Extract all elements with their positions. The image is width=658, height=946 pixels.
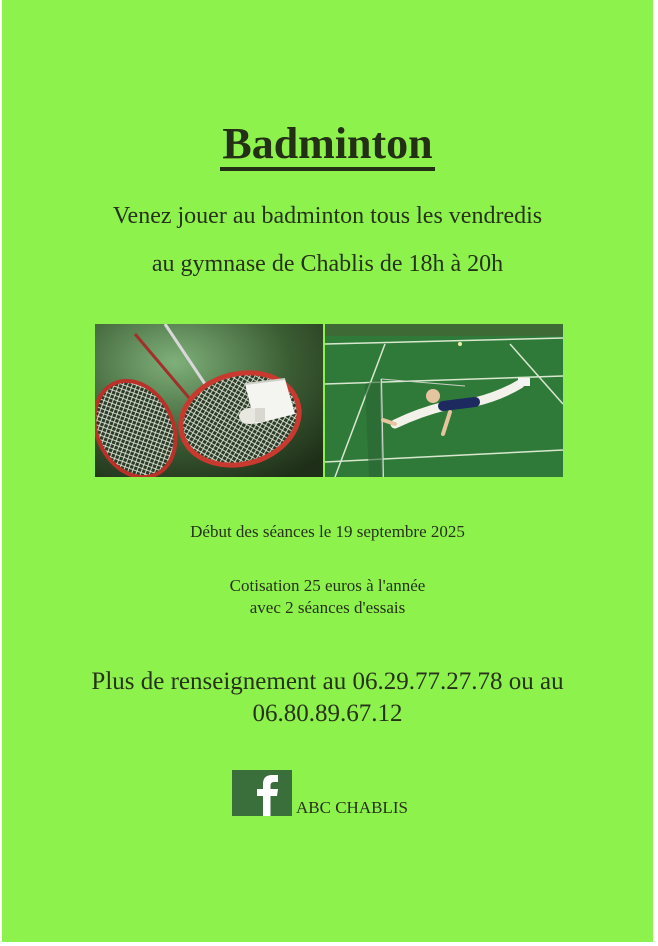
flyer-title-text: Badminton xyxy=(220,121,434,171)
contact-info-line-2: 06.80.89.67.12 xyxy=(252,700,403,727)
rackets-shuttlecock-image xyxy=(95,324,323,477)
facebook-icon xyxy=(232,770,292,816)
club-name: ABC CHABLIS xyxy=(296,798,408,817)
rackets-shuttlecock-photo xyxy=(95,324,323,477)
player-diving-photo xyxy=(325,324,563,477)
intro-line-2: au gymnase de Chablis de 18h à 20h xyxy=(151,251,504,277)
contact-info xyxy=(2,666,653,730)
flyer-page xyxy=(2,0,653,942)
flyer-title xyxy=(2,118,653,171)
membership-fee-line-1: Cotisation 25 euros à l'année xyxy=(229,576,426,595)
membership-fee xyxy=(2,575,653,619)
facebook-icon-graphic xyxy=(232,770,292,816)
season-start-text: Début des séances le 19 septembre 2025 xyxy=(190,522,465,541)
player-diving-image xyxy=(325,324,563,477)
membership-fee-line-2: avec 2 séances d'essais xyxy=(249,598,406,617)
intro-line-1: Venez jouer au badminton tous les vendredis xyxy=(112,203,543,229)
contact-info-line-1: Plus de renseignement au 06.29.77.27.78 ou au xyxy=(91,668,564,695)
